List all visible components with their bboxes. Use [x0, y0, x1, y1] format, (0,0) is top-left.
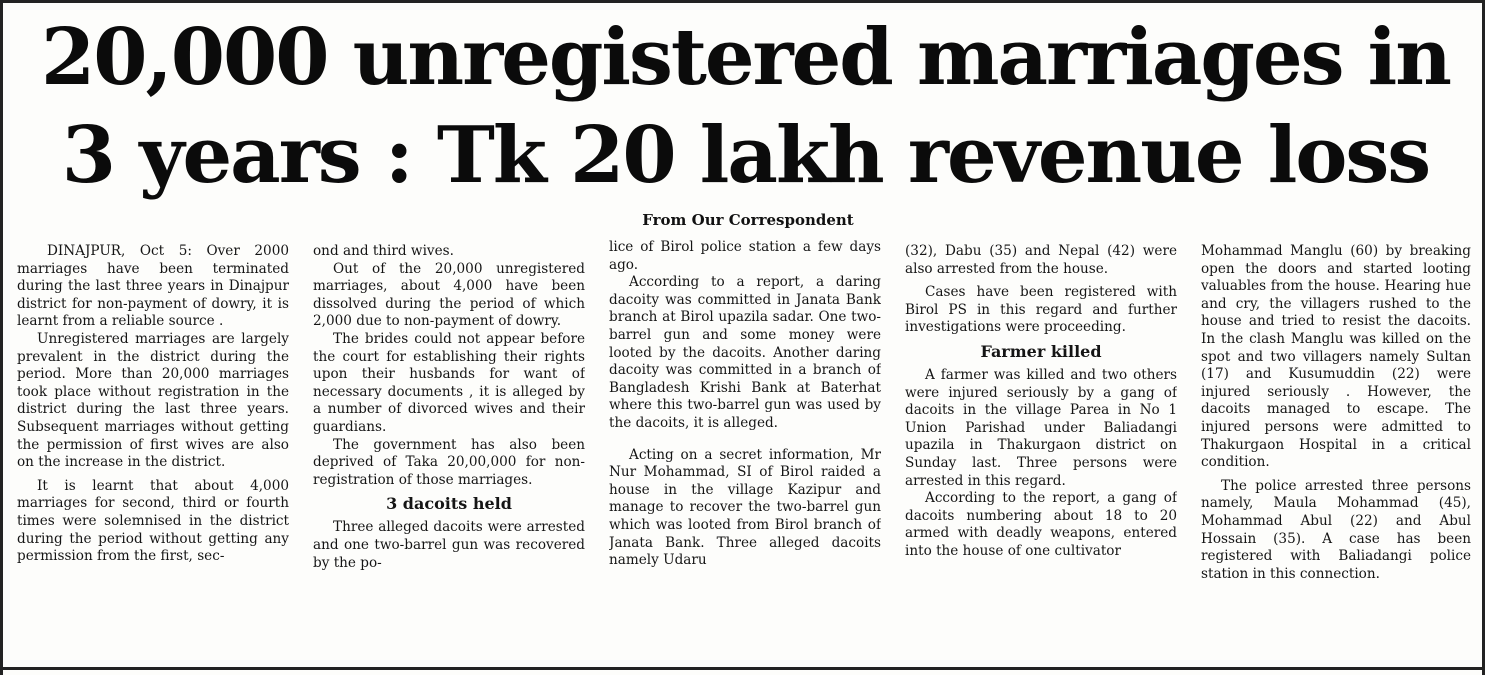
article-column-5	[1201, 243, 1471, 663]
paragraph: According to a report, a daring dacoity was committed in Janata Bank branch at Birol upazila sadar. One two-barrel gun and some money were looted by the dacoits. Another daring dacoity was committed in a branch of Bangladesh Krishi Bank at Baterhat where this two-barrel gun was used by the dacoits, it is alleged.	[609, 274, 881, 431]
article-column-2	[313, 243, 585, 663]
headline	[3, 9, 1485, 205]
paragraph: Acting on a secret information, Mr Nur Mohammad, SI of Birol raided a house in the village Kazipur and manage to recover the two-barrel gun which was looted from Birol branch of Janata Bank. Three alleged dacoits namely Udaru	[609, 446, 881, 569]
paragraph: It is learnt that about 4,000 marriages for second, third or fourth times were solemnised in the district during the period without getting any permission from the first, sec-	[17, 477, 289, 565]
article-column-3	[609, 239, 881, 659]
paragraph: ond and third wives.	[313, 243, 454, 259]
paragraph: The brides could not appear before the court for establishing their rights upon their husbands for want of necessary documents , it is alleged by a number of divorced wives and their guardians.	[313, 330, 585, 435]
article-column-1	[17, 243, 289, 663]
paragraph: Out of the 20,000 unregistered marriages, about 4,000 have been dissolved during the period of which 2,000 due to non-payment of dowry.	[313, 260, 585, 330]
paragraph: The government has also been deprived of Taka 20,00,000 for non-registration of those marriages.	[313, 436, 585, 488]
paragraph: Cases have been registered with Birol PS in this regard and further investigations were proceeding.	[905, 284, 1177, 336]
byline: From Our Correspondent	[642, 211, 854, 229]
paragraph: The police arrested three persons namely, Maula Mohammad (45), Mohammad Abul (22) and Abul Hossain (35). A case has been registered with Baliadangi police station in this connection.	[1201, 477, 1471, 582]
paragraph: According to the report, a gang of dacoits numbering about 18 to 20 armed with deadly weapons, entered into the house of one cultivator	[905, 490, 1177, 559]
paragraph: Unregistered marriages are largely prevalent in the district during the period. More than 20,000 marriages took place without registration in the district during the last three years. Subsequent marriages without getting the permission of first wives are also on the increase in the district.	[17, 330, 289, 471]
headline-line-2: 3 years : Tk 20 lakh revenue loss	[61, 110, 1430, 201]
paragraph: Three alleged dacoits were arrested and one two-barrel gun was recovered by the po-	[313, 519, 585, 571]
paragraph: A farmer was killed and two others were injured seriously by a gang of dacoits in the village Parea in No 1 Union Parishad under Baliadangi upazila in Thakurgaon district on Sunday last. Three persons were arrested in this regard.	[905, 366, 1177, 489]
subheading-dacoits-held: 3 dacoits held	[386, 494, 512, 514]
paragraph: Mohammad Manglu (60) by breaking open the doors and started looting valuables from the house. Hearing hue and cry, the villagers rushed to the house and tried to resist the dacoits. In the clash Manglu was killed on the spot and two villagers namely Sultan (17) and Kusumuddin (22) were injured seriously . However, the dacoits managed to escape. The injured persons were admitted to Thakurgaon Hospital in a critical condition.	[1201, 243, 1471, 471]
subheading-farmer-killed: Farmer killed	[980, 341, 1102, 361]
paragraph: DINAJPUR, Oct 5: Over 2000 marriages have been terminated during the last three years in Dinajpur district for non-payment of dowry, it is learnt from a reliable source .	[17, 243, 289, 330]
paragraph: lice of Birol police station a few days ago.	[609, 239, 881, 273]
bottom-rule	[3, 667, 1485, 670]
paragraph: (32), Dabu (35) and Nepal (42) were also arrested from the house.	[905, 243, 1177, 277]
headline-line-1: 20,000 unregistered marriages in	[41, 12, 1450, 103]
article-column-4	[905, 243, 1177, 663]
